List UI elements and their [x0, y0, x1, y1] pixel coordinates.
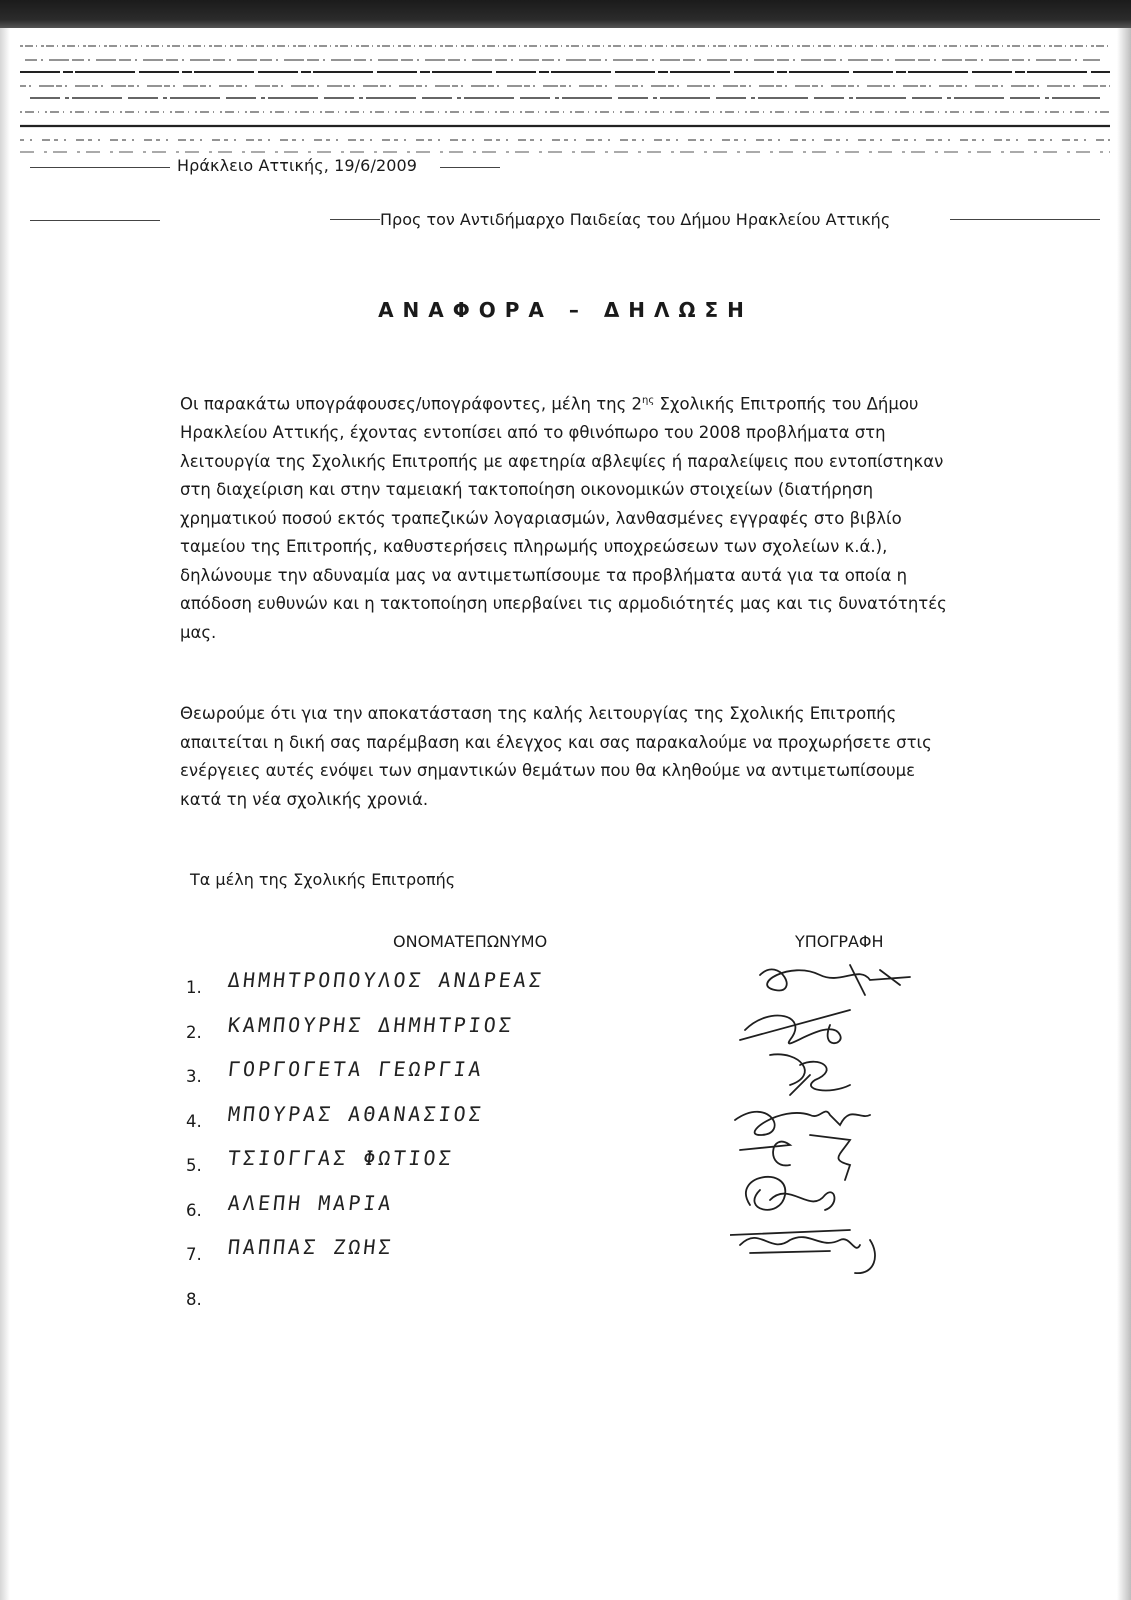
recipient-line: Προς τον Αντιδήμαρχο Παιδείας του Δήμου Ηρακλείου Αττικής [380, 210, 891, 229]
p1-text-rest: Σχολικής Επιτροπής του Δήμου Ηρακλείου Αττικής, έχοντας εντοπίσει από το φθινόπωρο του 2008 προβλήματα στη λειτουργία της Σχολικής Επιτροπής με αφετηρία αβλεψίες ή παραλείψεις που εντοπίστηκαν στη διαχείριση και στην ταμειακή τακτοποίηση οικονομικών στοιχείων (διατήρηση χρηματικού ποσού εκτός τραπεζικών λογαριασμών, λανθασμένες εγγραφές στο βιβλίο ταμείου της Επιτροπής, καθυστερήσεις πληρωμής υποχρεώσεων των σχολείων κ.ά.), δηλώνουμε την αδυναμία μας να αντιμετωπίσουμε τα προβλήματα αυτά για τα οποία η απόδοση ευθυνών και η τακτοποίηση υπερβαίνει τις αρμοδιότητές μας και τις δυνατότητές μας. [180, 394, 947, 642]
handwritten-name: ΑΛΕΠΗ ΜΑΡΙΑ [226, 1190, 395, 1215]
p1-text-start: Οι παρακάτω υπογράφουσες/υπογράφοντες, μέλη της 2 [180, 394, 643, 414]
place-date: Ηράκλειο Αττικής, 19/6/2009 [177, 156, 418, 175]
handwritten-name: ΓΟΡΓΟΓΕΤΑ ΓΕΩΡΓΙΑ [226, 1057, 485, 1081]
signature-6 [746, 1177, 835, 1210]
signature-5 [740, 1135, 850, 1180]
members-intro: Τα μέλη της Σχολικής Επιτροπής [190, 870, 456, 889]
signature-2 [740, 1010, 850, 1043]
scan-line [30, 167, 170, 168]
signature-column [730, 955, 930, 1305]
handwritten-name: ΤΣΙΟΓΓΑΣ ΦΩΤΙΟΣ [226, 1146, 455, 1170]
scan-right-edge [1117, 28, 1131, 1600]
scan-line [950, 219, 1100, 220]
row-number: 5. [186, 1156, 202, 1175]
signature-4 [735, 1111, 870, 1135]
scan-line [440, 167, 500, 168]
row-number: 1. [186, 978, 202, 997]
scan-line [330, 219, 380, 220]
row-number: 8. [186, 1289, 202, 1309]
row-number: 4. [186, 1111, 202, 1131]
body-paragraph-2: Θεωρούμε ότι για την αποκατάσταση της καλής λειτουργίας της Σχολικής Επιτροπής απαιτείται η δική σας παρέμβαση και έλεγχος και σας παρακαλούμε να προχωρήσετε στις ενέργειες αυτές ενόψει των σημαντικών θεμάτων που θα κληθούμε να αντιμετωπίσουμε κατά τη νέα σχολικής χρονιά. [180, 704, 932, 809]
document-title: ΑΝΑΦΟΡΑ – ΔΗΛΩΣΗ [378, 298, 753, 322]
scan-line [30, 220, 160, 221]
signature-3 [770, 1054, 850, 1095]
row-number: 7. [186, 1245, 202, 1264]
body-paragraph-1 [180, 387, 960, 647]
handwritten-name: ΔΗΜΗΤΡΟΠΟΥΛΟΣ ΑΝΔΡΕΑΣ [226, 968, 546, 992]
handwritten-name: ΚΑΜΠΟΥΡΗΣ ΔΗΜΗΤΡΙΟΣ [226, 1012, 516, 1037]
scan-top-border [0, 0, 1131, 28]
ordinal-superscript: ης [642, 395, 655, 406]
name-column-header: ΟΝΟΜΑΤΕΠΩΝΥΜΟ [393, 932, 548, 951]
handwritten-name: ΜΠΟΥΡΑΣ ΑΘΑΝΑΣΙΟΣ [226, 1101, 485, 1126]
row-number: 3. [186, 1067, 202, 1086]
scan-left-edge [0, 28, 10, 1600]
signature-1 [760, 965, 910, 995]
scan-noise-lines [0, 28, 1131, 168]
row-number: 2. [186, 1022, 202, 1042]
signature-column-header: ΥΠΟΓΡΑΦΗ [795, 932, 884, 951]
handwritten-name: ΠΑΠΠΑΣ ΖΩΗΣ [226, 1235, 395, 1259]
row-number: 6. [186, 1200, 202, 1220]
signature-7 [730, 1230, 875, 1273]
